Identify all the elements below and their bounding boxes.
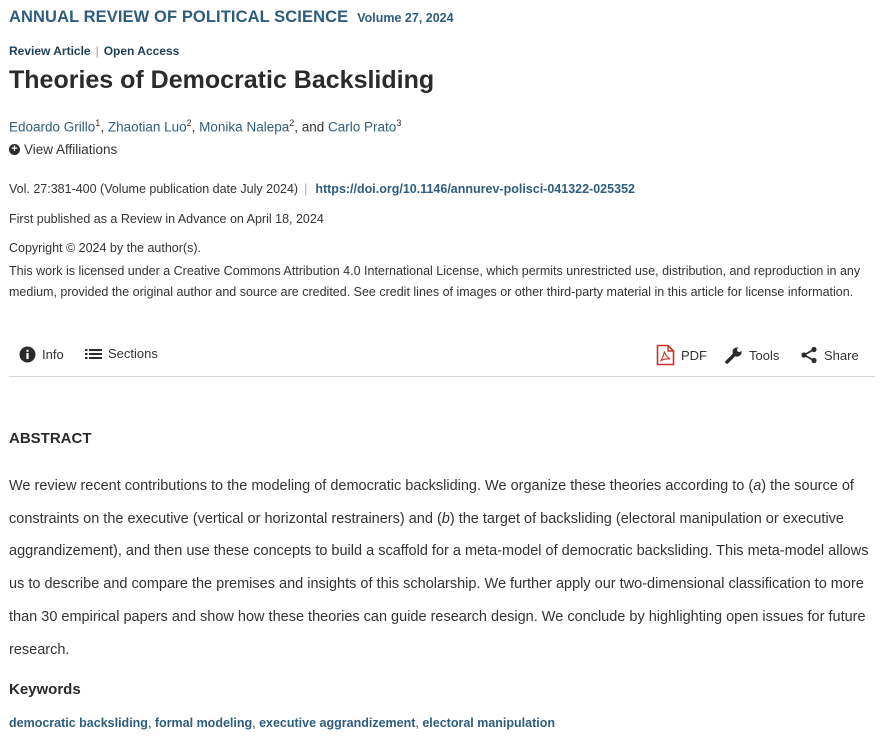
abstract-enum-b: b [441, 510, 450, 527]
author-separator: , and [294, 119, 329, 135]
share-icon [800, 346, 818, 364]
info-button[interactable] [19, 346, 64, 363]
pdf-button[interactable] [656, 344, 707, 366]
keyword-link[interactable]: electoral manipulation [422, 716, 556, 730]
info-label: Info [42, 347, 64, 362]
abstract-part: We review recent contributions to the modeling of democratic backsliding. We organize these theories according to ( [9, 478, 754, 494]
article-toolbar [9, 340, 875, 377]
author-link[interactable]: Edoardo Grillo [9, 119, 96, 135]
journal-name-link[interactable]: ANNUAL REVIEW OF POLITICAL SCIENCE [9, 8, 349, 26]
citation-separator: | [304, 182, 308, 196]
pdf-file-icon [656, 344, 675, 366]
first-published: First published as a Review in Advance on April 18, 2024 [9, 212, 324, 226]
meta-separator: | [95, 44, 99, 58]
author-link[interactable]: Zhaotian Luo [107, 119, 187, 135]
sections-label: Sections [108, 346, 158, 361]
plus-circle-icon: + [9, 144, 20, 155]
keyword-link[interactable]: formal modeling [154, 716, 253, 730]
list-icon [85, 347, 102, 361]
affiliation-number: 3 [396, 118, 402, 128]
citation-text: Vol. 27:381-400 (Volume publication date July 2024) [9, 182, 299, 196]
author-separator: , [100, 119, 108, 135]
keyword-separator: , [147, 716, 155, 730]
volume-link[interactable]: Volume 27, 2024 [357, 11, 454, 25]
page-title: Theories of Democratic Backsliding [9, 66, 435, 94]
author-separator: , [191, 119, 200, 135]
affiliation-number: 2 [289, 118, 295, 128]
info-circle-icon [19, 346, 36, 363]
author-link[interactable]: Monika Nalepa [199, 119, 290, 135]
abstract-enum-a: a [753, 478, 762, 494]
keyword-separator: , [415, 716, 423, 730]
abstract-heading: ABSTRACT [9, 430, 92, 447]
abstract-part: ) the source of constraints on the executive (vertical or horizontal restrainers) and ( [9, 478, 854, 527]
abstract-part: ) the target of backsliding (electoral manipulation or executive aggrandizement), and then use these concepts to build a scaffold for a meta-model of democratic backsliding. This meta-model allows us to describe and compare the premises and insights of this scholarship. We further apply our two-dimensional classification to more than 30 empirical papers and show how these theories can guide research design. We conclude by highlighting open issues for future research. [9, 510, 869, 658]
license-notice: This work is licensed under a Creative Commons Attribution 4.0 International License, which permits unrestricted use, distribution, and reproduction in any medium, provided the original author and source are credited. See credit lines of images or other third-party material in this article for license information. [9, 264, 861, 299]
access-type: Open Access [103, 44, 180, 58]
view-affiliations-label: View Affiliations [24, 142, 118, 157]
share-label: Share [824, 347, 859, 363]
article-type-tags [9, 44, 179, 58]
affiliation-number: 1 [95, 118, 101, 128]
keyword-separator: , [252, 716, 260, 730]
citation-line [9, 182, 635, 196]
sections-button[interactable] [85, 346, 158, 361]
copyright-notice: Copyright © 2024 by the author(s). [9, 241, 201, 255]
doi-link[interactable]: https://doi.org/10.1146/annurev-polisci-041322-025352 [315, 182, 635, 196]
affiliation-number: 2 [186, 118, 192, 128]
pdf-label: PDF [681, 347, 707, 363]
tools-label: Tools [749, 347, 780, 363]
wrench-icon [725, 346, 743, 364]
view-affiliations-button[interactable] [9, 142, 117, 157]
abstract-text [9, 470, 869, 666]
keyword-link[interactable]: democratic backsliding [9, 716, 148, 730]
tools-button[interactable] [725, 346, 779, 364]
keyword-list [9, 716, 555, 730]
keyword-link[interactable]: executive aggrandizement [259, 716, 416, 730]
author-list [9, 118, 401, 135]
share-button[interactable] [800, 346, 859, 364]
journal-header [9, 8, 454, 27]
article-type: Review Article [9, 44, 91, 58]
keywords-heading: Keywords [9, 681, 81, 698]
author-link[interactable]: Carlo Prato [328, 119, 397, 135]
